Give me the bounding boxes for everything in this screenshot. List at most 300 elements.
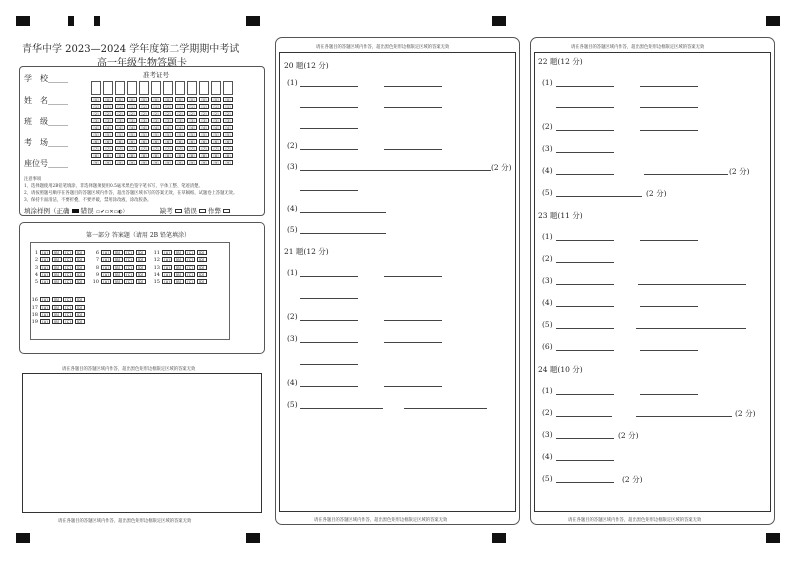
q21-1-line-c[interactable] (300, 298, 358, 299)
mc-option-bubble[interactable]: [B] (113, 272, 123, 277)
admission-digit-bubble[interactable]: [4] (127, 125, 137, 130)
mc-option-bubble[interactable]: [C] (124, 257, 134, 262)
q21-part-1: (1) (287, 268, 298, 277)
mc-option-bubble[interactable]: [A] (40, 297, 50, 302)
q21-4-line-a[interactable] (300, 386, 358, 387)
admission-digit-bubble[interactable]: [3] (151, 118, 161, 123)
admission-digit-bubble[interactable]: [9] (127, 160, 137, 165)
admission-digit-bubble[interactable]: [8] (115, 153, 125, 158)
admission-digit-bubble[interactable]: [2] (223, 111, 233, 116)
mc-option-bubble[interactable]: [C] (124, 272, 134, 277)
timing-mark-top-3 (94, 16, 100, 26)
mc-option-bubble[interactable]: [B] (113, 279, 123, 284)
mc-option-bubble[interactable]: [B] (174, 279, 184, 284)
admission-digit-bubble[interactable]: [8] (187, 153, 197, 158)
admission-digit-bubble[interactable]: [3] (115, 118, 125, 123)
admission-digit-bubble[interactable]: [6] (175, 139, 185, 144)
mc-option-bubble[interactable]: [B] (52, 272, 62, 277)
mc-option-bubble[interactable]: [B] (113, 265, 123, 270)
mc-option-bubble[interactable]: [D] (136, 279, 146, 284)
admission-digit-bubble[interactable]: [9] (139, 160, 149, 165)
q22-2-line-b[interactable] (640, 130, 698, 131)
admission-digit-bubble[interactable]: [8] (103, 153, 113, 158)
warning-left-top: 请在各题目的答题区域内作答，超出黑色矩形边框限定区域的答案无效 (62, 367, 196, 372)
q23-2-line[interactable] (556, 262, 614, 263)
admission-digit-bubble[interactable]: [6] (163, 139, 173, 144)
admission-cell[interactable] (151, 81, 161, 95)
mc-option-bubble[interactable]: [D] (136, 250, 146, 255)
q24-1-line-a[interactable] (556, 394, 614, 395)
admission-cell[interactable] (127, 81, 137, 95)
mc-option-bubble[interactable]: [B] (52, 257, 62, 262)
q24-3-line[interactable] (556, 438, 614, 439)
q23-heading: 23 题(11 分) (538, 211, 583, 220)
q20-1-line-e[interactable] (300, 128, 358, 129)
q20-4-line[interactable] (300, 212, 386, 213)
mc-option-bubble[interactable]: [A] (101, 272, 111, 277)
admission-cell[interactable] (223, 81, 233, 95)
admission-digit-bubble[interactable]: [8] (175, 153, 185, 158)
admission-digit-bubble[interactable]: [8] (163, 153, 173, 158)
admission-digit-bubble[interactable]: [5] (103, 132, 113, 137)
q21-2-line-a[interactable] (300, 320, 358, 321)
admission-digit-bubble[interactable]: [5] (211, 132, 221, 137)
fill-sample-row: 填涂样例（正确 错误 ▭✔▭✕▭◐） 缺考 错误 作弊 (24, 206, 230, 215)
q20-1-line-b[interactable] (384, 86, 442, 87)
mc-option-bubble[interactable]: [A] (162, 250, 172, 255)
mc-option-bubble[interactable]: [C] (185, 250, 195, 255)
admission-digit-bubble[interactable]: [3] (163, 118, 173, 123)
q21-3-line-c[interactable] (300, 364, 358, 365)
mc-option-bubble[interactable]: [B] (52, 279, 62, 284)
admission-digit-bubble[interactable]: [1] (187, 104, 197, 109)
q22-1-line-a[interactable] (556, 86, 614, 87)
mc-option-bubble[interactable]: [D] (136, 257, 146, 262)
admission-digit-bubble[interactable]: [7] (103, 146, 113, 151)
admission-digit-bubble[interactable]: [0] (103, 97, 113, 102)
mc-option-bubble[interactable]: [C] (63, 319, 73, 324)
mc-option-bubble[interactable]: [A] (40, 265, 50, 270)
mc-option-bubble[interactable]: [C] (124, 279, 134, 284)
mc-option-bubble[interactable]: [D] (197, 265, 207, 270)
mc-option-bubble[interactable]: [D] (136, 265, 146, 270)
admission-digit-bubble[interactable]: [6] (103, 139, 113, 144)
admission-digit-bubble[interactable]: [3] (175, 118, 185, 123)
q21-2-line-b[interactable] (384, 320, 442, 321)
q20-part-5: (5) (287, 225, 298, 234)
mc-question-row (152, 257, 208, 263)
mc-option-bubble[interactable]: [C] (185, 257, 195, 262)
admission-digit-bubble[interactable]: [0] (139, 97, 149, 102)
q23-4-line-a[interactable] (556, 306, 614, 307)
admission-digit-bubble[interactable]: [6] (139, 139, 149, 144)
admission-digit-bubble[interactable]: [3] (187, 118, 197, 123)
mc-option-bubble[interactable]: [A] (101, 265, 111, 270)
q22-2-line-a[interactable] (556, 130, 614, 131)
mc-question-row (91, 250, 147, 256)
admission-digit-bubble[interactable]: [5] (175, 132, 185, 137)
mc-option-bubble[interactable]: [B] (52, 312, 62, 317)
mc-option-bubble[interactable]: [C] (63, 250, 73, 255)
admission-cell[interactable] (175, 81, 185, 95)
admission-digit-bubble[interactable]: [2] (163, 111, 173, 116)
mc-option-bubble[interactable]: [C] (185, 265, 195, 270)
admission-digit-bubble[interactable]: [9] (175, 160, 185, 165)
mc-option-bubble[interactable]: [C] (63, 272, 73, 277)
field-class: 班 级_____ (24, 117, 68, 126)
timing-mark-top-4 (246, 16, 260, 26)
q22-5-line[interactable] (556, 196, 642, 197)
admission-digit-bubble[interactable]: [9] (151, 160, 161, 165)
admission-digit-bubble[interactable]: [7] (127, 146, 137, 151)
admission-digit-bubble[interactable]: [1] (91, 104, 101, 109)
q22-4-line-b[interactable] (644, 174, 728, 175)
admission-digit-bubble[interactable]: [3] (223, 118, 233, 123)
mc-option-bubble[interactable]: [C] (63, 297, 73, 302)
admission-digit-bubble[interactable]: [3] (103, 118, 113, 123)
answer-box-mid[interactable] (279, 52, 516, 512)
admission-digit-bubble[interactable]: [3] (211, 118, 221, 123)
admission-digit-bubble[interactable]: [7] (211, 146, 221, 151)
admission-digit-bubble[interactable]: [0] (211, 97, 221, 102)
admission-digit-bubble[interactable]: [1] (223, 104, 233, 109)
admission-digit-bubble[interactable]: [8] (211, 153, 221, 158)
admission-digit-bubble[interactable]: [1] (115, 104, 125, 109)
mc-option-bubble[interactable]: [B] (113, 250, 123, 255)
mc-question-row (152, 279, 208, 285)
admission-digit-bubble[interactable]: [4] (187, 125, 197, 130)
q21-3-line-a[interactable] (300, 342, 358, 343)
admission-digit-bubble[interactable]: [7] (175, 146, 185, 151)
admission-digit-bubble[interactable]: [4] (175, 125, 185, 130)
mc-option-bubble[interactable]: [A] (40, 319, 50, 324)
admission-cell[interactable] (103, 81, 113, 95)
q20-2-line-b[interactable] (384, 149, 442, 150)
admission-digit-bubble[interactable]: [8] (151, 153, 161, 158)
mc-question-number: 19 (31, 319, 38, 326)
mc-option-bubble[interactable]: [A] (40, 312, 50, 317)
q21-3-line-b[interactable] (384, 342, 442, 343)
q22-1-line-d[interactable] (640, 107, 698, 108)
admission-digit-bubble[interactable]: [0] (115, 97, 125, 102)
admission-digit-bubble[interactable]: [2] (91, 111, 101, 116)
mc-option-bubble[interactable]: [A] (101, 279, 111, 284)
timing-mark-bot-2 (246, 533, 260, 543)
admission-digit-bubble[interactable]: [1] (151, 104, 161, 109)
admission-digit-bubble[interactable]: [7] (187, 146, 197, 151)
admission-cell[interactable] (211, 81, 221, 95)
q24-heading: 24 题(10 分) (538, 365, 583, 374)
q20-1-line-a[interactable] (300, 86, 358, 87)
mc-question-number: 14 (153, 271, 160, 278)
admission-cell[interactable] (163, 81, 173, 95)
admission-digit-bubble[interactable]: [2] (199, 111, 209, 116)
mc-option-bubble[interactable]: [D] (75, 297, 85, 302)
admission-digit-bubble[interactable]: [6] (223, 139, 233, 144)
admission-digit-bubble[interactable]: [1] (211, 104, 221, 109)
admission-digit-bubble[interactable]: [9] (199, 160, 209, 165)
admission-digit-bubble[interactable]: [2] (187, 111, 197, 116)
admission-digit-bubble[interactable]: [5] (139, 132, 149, 137)
admission-digit-bubble[interactable]: [5] (115, 132, 125, 137)
q22-heading: 22 题(12 分) (538, 57, 583, 66)
admission-digit-bubble[interactable]: [7] (139, 146, 149, 151)
mc-option-bubble[interactable]: [D] (75, 265, 85, 270)
q21-5-line-a[interactable] (300, 408, 383, 409)
mc-option-bubble[interactable]: [B] (52, 250, 62, 255)
admission-digit-bubble[interactable]: [2] (151, 111, 161, 116)
admission-digit-bubble[interactable]: [9] (187, 160, 197, 165)
cheat-box-icon (223, 209, 230, 213)
admission-digit-bubble[interactable]: [3] (139, 118, 149, 123)
q20-1-line-c[interactable] (300, 107, 358, 108)
admission-digit-bubble[interactable]: [2] (139, 111, 149, 116)
wrong-box-icon (199, 209, 206, 213)
admission-digit-bubble[interactable]: [9] (163, 160, 173, 165)
warning-left-bottom: 请在各题目的答题区域内作答，超出黑色矩形边框限定区域的答案无效 (58, 519, 192, 524)
admission-digit-bubble[interactable]: [6] (127, 139, 137, 144)
admission-digit-bubble[interactable]: [2] (115, 111, 125, 116)
mc-question-number: 5 (34, 279, 38, 286)
mc-option-bubble[interactable]: [B] (174, 265, 184, 270)
admission-digit-bubble[interactable]: [4] (103, 125, 113, 130)
admission-digit-bubble[interactable]: [6] (151, 139, 161, 144)
admission-digit-bubble[interactable]: [2] (211, 111, 221, 116)
q20-5-line[interactable] (300, 233, 386, 234)
q24-5-line[interactable] (556, 482, 614, 483)
q21-5-line-b[interactable] (404, 408, 487, 409)
mc-option-bubble[interactable]: [A] (162, 272, 172, 277)
admission-digit-bubble[interactable]: [1] (139, 104, 149, 109)
mc-option-bubble[interactable]: [C] (185, 279, 195, 284)
q23-6-line-a[interactable] (556, 350, 614, 351)
admission-digit-bubble[interactable]: [0] (91, 97, 101, 102)
mc-option-bubble[interactable]: [A] (162, 257, 172, 262)
mc-option-bubble[interactable]: [C] (185, 272, 195, 277)
admission-digit-bubble[interactable]: [5] (187, 132, 197, 137)
mc-question-number: 4 (34, 271, 38, 278)
q20-2-line-a[interactable] (300, 149, 358, 150)
admission-digit-bubble[interactable]: [4] (151, 125, 161, 130)
mc-option-bubble[interactable]: [D] (136, 272, 146, 277)
admission-digit-bubble[interactable]: [5] (163, 132, 173, 137)
mc-option-bubble[interactable]: [B] (174, 257, 184, 262)
admission-digit-bubble[interactable]: [8] (127, 153, 137, 158)
answer-box-left[interactable] (22, 373, 262, 513)
answer-box-right[interactable] (534, 52, 771, 512)
admission-digit-bubble[interactable]: [8] (199, 153, 209, 158)
mc-option-bubble[interactable]: [C] (63, 305, 73, 310)
admission-digit-bubble[interactable]: [1] (199, 104, 209, 109)
mc-option-bubble[interactable]: [B] (113, 257, 123, 262)
mc-question-number: 11 (153, 250, 160, 256)
admission-digit-bubble[interactable]: [6] (91, 139, 101, 144)
mc-option-bubble[interactable]: [B] (174, 272, 184, 277)
mc-option-bubble[interactable]: [A] (162, 279, 172, 284)
admission-cell[interactable] (187, 81, 197, 95)
mc-option-bubble[interactable]: [D] (75, 305, 85, 310)
admission-cell[interactable] (91, 81, 101, 95)
mc-question-row (30, 272, 86, 278)
mc-question-number: 12 (153, 257, 160, 264)
mc-option-bubble[interactable]: [A] (40, 250, 50, 255)
admission-digit-bubble[interactable]: [0] (151, 97, 161, 102)
mc-option-bubble[interactable]: [B] (174, 250, 184, 255)
q24-4-line[interactable] (556, 460, 614, 461)
admission-digit-bubble[interactable]: [4] (139, 125, 149, 130)
mc-option-bubble[interactable]: [D] (75, 319, 85, 324)
admission-digit-bubble[interactable]: [2] (103, 111, 113, 116)
warning-mid-top: 请在各题目的答题区域内作答，超出黑色矩形边框限定区域的答案无效 (316, 45, 450, 50)
q23-3-line-b[interactable] (638, 284, 746, 285)
admission-digit-bubble[interactable]: [3] (91, 118, 101, 123)
mc-option-bubble[interactable]: [A] (101, 250, 111, 255)
mc-option-bubble[interactable]: [C] (63, 279, 73, 284)
admission-cell[interactable] (115, 81, 125, 95)
mc-option-bubble[interactable]: [C] (63, 257, 73, 262)
mc-option-bubble[interactable]: [A] (40, 279, 50, 284)
admission-digit-bubble[interactable]: [5] (223, 132, 233, 137)
mc-option-bubble[interactable]: [D] (197, 257, 207, 262)
admission-digit-bubble[interactable]: [2] (175, 111, 185, 116)
q22-1-line-b[interactable] (640, 86, 698, 87)
q24-2-line-b[interactable] (636, 416, 732, 417)
q20-3-line-b[interactable] (300, 190, 358, 191)
admission-digit-bubble[interactable]: [0] (199, 97, 209, 102)
mc-option-bubble[interactable]: [D] (75, 279, 85, 284)
admission-digit-bubble[interactable]: [5] (91, 132, 101, 137)
admission-digit-bubble[interactable]: [6] (199, 139, 209, 144)
admission-digit-bubble[interactable]: [3] (199, 118, 209, 123)
warning-mid-bottom: 请在各题目的答题区域内作答，超出黑色矩形边框限定区域的答案无效 (314, 518, 448, 523)
admission-digit-bubble[interactable]: [4] (211, 125, 221, 130)
mc-option-bubble[interactable]: [A] (40, 305, 50, 310)
q23-3-line-a[interactable] (556, 284, 614, 285)
mc-option-bubble[interactable]: [C] (63, 265, 73, 270)
admission-digit-bubble[interactable]: [1] (175, 104, 185, 109)
mc-option-bubble[interactable]: [C] (63, 312, 73, 317)
mc-option-bubble[interactable]: [A] (162, 265, 172, 270)
mc-option-bubble[interactable]: [A] (40, 257, 50, 262)
admission-digit-bubble[interactable]: [4] (199, 125, 209, 130)
q21-1-line-a[interactable] (300, 276, 358, 277)
admission-digit-bubble[interactable]: [1] (103, 104, 113, 109)
admission-digit-bubble[interactable]: [9] (91, 160, 101, 165)
q22-4-line-a[interactable] (556, 174, 614, 175)
admission-digit-bubble[interactable]: [7] (115, 146, 125, 151)
q22-3-line[interactable] (556, 152, 614, 153)
admission-digit-bubble[interactable]: [7] (151, 146, 161, 151)
admission-digit-bubble[interactable]: [8] (139, 153, 149, 158)
q20-3-line-a[interactable] (300, 170, 491, 171)
mc-option-bubble[interactable]: [D] (75, 257, 85, 262)
mc-question-row (91, 265, 147, 271)
admission-digit-bubble[interactable]: [8] (91, 153, 101, 158)
admission-digit-bubble[interactable]: [6] (115, 139, 125, 144)
q23-5-line-b[interactable] (636, 328, 746, 329)
admission-cell[interactable] (139, 81, 149, 95)
mc-question-row (30, 265, 86, 271)
mc-option-bubble[interactable]: [C] (124, 250, 134, 255)
admission-digit-bubble[interactable]: [1] (127, 104, 137, 109)
mc-option-bubble[interactable]: [D] (75, 272, 85, 277)
mc-option-bubble[interactable]: [D] (197, 250, 207, 255)
admission-digit-bubble[interactable]: [8] (223, 153, 233, 158)
q22-part-5: (5) (542, 188, 553, 197)
admission-digit-bubble[interactable]: [3] (127, 118, 137, 123)
admission-digit-bubble[interactable]: [4] (223, 125, 233, 130)
field-school: 学 校_____ (24, 74, 68, 83)
admission-digit-bubble[interactable]: [7] (163, 146, 173, 151)
mc-option-bubble[interactable]: [A] (101, 257, 111, 262)
mc-option-bubble[interactable]: [B] (52, 319, 62, 324)
mc-option-bubble[interactable]: [D] (75, 250, 85, 255)
admission-digit-bubble[interactable]: [0] (127, 97, 137, 102)
q20-1-line-d[interactable] (384, 107, 442, 108)
q24-1-line-b[interactable] (640, 394, 698, 395)
mc-option-bubble[interactable]: [D] (197, 272, 207, 277)
admission-digit-bubble[interactable]: [0] (187, 97, 197, 102)
mc-option-bubble[interactable]: [B] (52, 305, 62, 310)
mc-option-bubble[interactable]: [B] (52, 297, 62, 302)
admission-digit-bubble[interactable]: [7] (199, 146, 209, 151)
admission-cell[interactable] (199, 81, 209, 95)
q23-1-line-a[interactable] (556, 240, 614, 241)
mc-question-row (91, 279, 147, 285)
q23-4-line-b[interactable] (640, 306, 698, 307)
admission-digit-bubble[interactable]: [0] (223, 97, 233, 102)
mc-question-number: 1 (34, 250, 38, 256)
q22-1-line-c[interactable] (556, 107, 614, 108)
admission-digit-bubble[interactable]: [7] (223, 146, 233, 151)
mc-question-number: 9 (95, 271, 99, 278)
admission-digit-bubble[interactable]: [6] (187, 139, 197, 144)
q24-2-line-a[interactable] (556, 416, 612, 417)
mc-option-bubble[interactable]: [C] (124, 265, 134, 270)
mc-option-bubble[interactable]: [A] (40, 272, 50, 277)
q23-1-line-b[interactable] (640, 240, 698, 241)
admission-digit-bubble[interactable]: [9] (211, 160, 221, 165)
admission-digit-bubble[interactable]: [0] (175, 97, 185, 102)
mc-question-number: 15 (153, 279, 160, 286)
admission-digit-bubble[interactable]: [5] (127, 132, 137, 137)
mc-option-bubble[interactable]: [D] (197, 279, 207, 284)
admission-digit-bubble[interactable]: [9] (223, 160, 233, 165)
exam-title: 青华中学 2023—2024 学年度第二学期期中考试 (22, 44, 240, 55)
admission-digit-bubble[interactable]: [0] (163, 97, 173, 102)
q23-5-line-a[interactable] (556, 328, 614, 329)
admission-digit-bubble[interactable]: [2] (127, 111, 137, 116)
q21-4-line-b[interactable] (384, 386, 442, 387)
admission-digit-bubble[interactable]: [9] (103, 160, 113, 165)
mc-option-bubble[interactable]: [B] (52, 265, 62, 270)
q23-part-2: (2) (542, 254, 553, 263)
admission-digit-bubble[interactable]: [7] (91, 146, 101, 151)
admission-digit-bubble[interactable]: [4] (163, 125, 173, 130)
admission-digit-bubble[interactable]: [6] (211, 139, 221, 144)
mc-question-number: 6 (95, 250, 99, 256)
q21-1-line-b[interactable] (384, 276, 442, 277)
admission-digit-bubble[interactable]: [5] (199, 132, 209, 137)
admission-digit-bubble[interactable]: [4] (115, 125, 125, 130)
mc-option-bubble[interactable]: [D] (75, 312, 85, 317)
timing-mark-bot-1 (16, 533, 30, 543)
admission-digit-bubble[interactable]: [4] (91, 125, 101, 130)
admission-digit-bubble[interactable]: [1] (163, 104, 173, 109)
admission-digit-bubble[interactable]: [9] (115, 160, 125, 165)
q23-6-line-b[interactable] (640, 350, 698, 351)
admission-digit-bubble[interactable]: [5] (151, 132, 161, 137)
